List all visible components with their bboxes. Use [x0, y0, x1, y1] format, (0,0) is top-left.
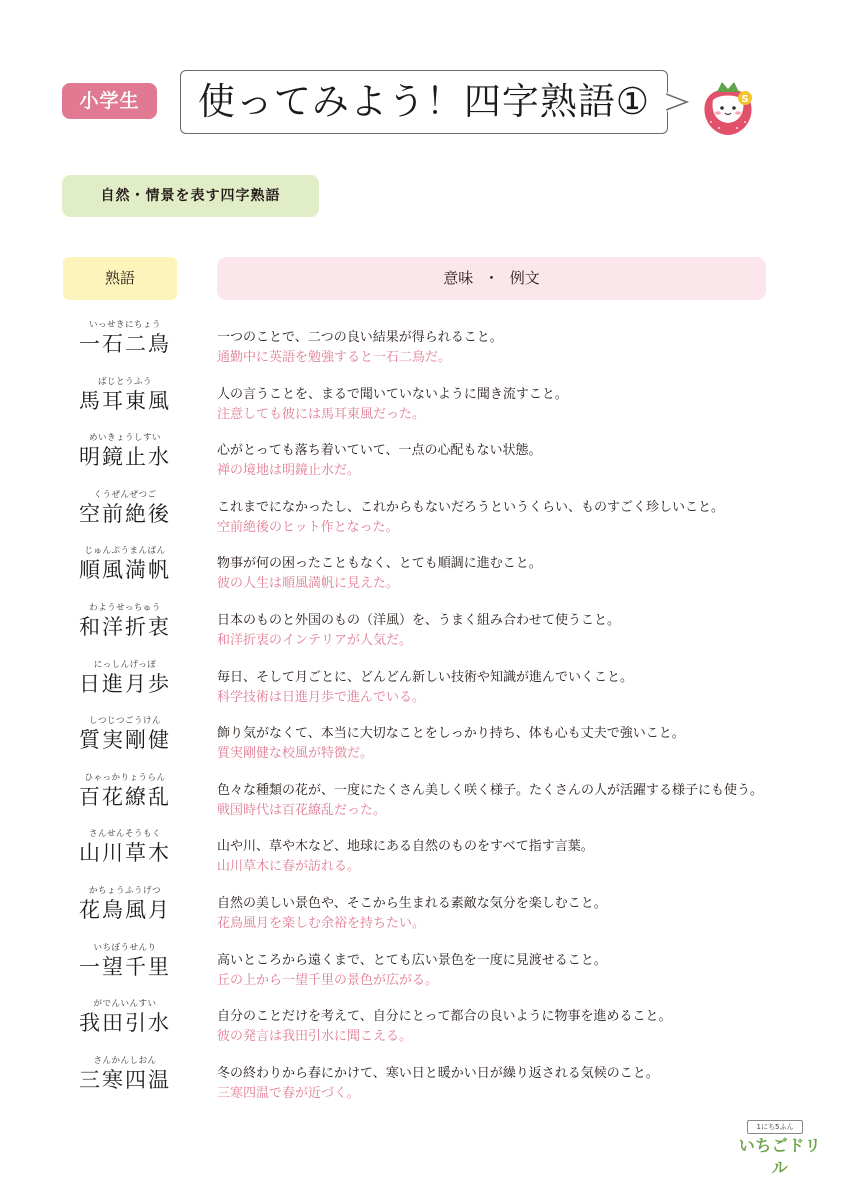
idiom-example: 三寒四温で春が近づく。 [217, 1085, 360, 1101]
idiom-meaning: 物事が何の困ったこともなく、とても順調に進むこと。 [217, 556, 542, 572]
logo-wordmark: いちごドリル [738, 1136, 822, 1177]
svg-text:S: S [741, 94, 749, 105]
idiom-word: 山川草木 [79, 841, 171, 866]
logo-tagline: 1にち5ふん [747, 1120, 803, 1134]
idiom-reading: ばじとうふう [97, 376, 152, 387]
idiom-reading: さんせんそうもく [88, 829, 161, 840]
idiom-word: 日進月歩 [79, 671, 171, 696]
idiom-word: 明鏡止水 [79, 445, 171, 470]
idiom-word: 我田引水 [79, 1011, 171, 1036]
idiom-entry [0, 377, 867, 433]
idiom-word: 空前絶後 [79, 501, 171, 526]
idiom-entry [0, 660, 867, 716]
idiom-example: 空前絶後のヒット作となった。 [217, 519, 399, 535]
idiom-meaning: 毎日、そして月ごとに、どんどん新しい技術や知識が進んでいくこと。 [217, 669, 634, 685]
idiom-meaning: 自然の美しい景色や、そこから生まれる素敵な気分を楽しむこと。 [217, 896, 607, 911]
idiom-meaning: 山や川、草や木など、地球にある自然のものをすべて指す言葉。 [217, 839, 594, 855]
idiom-entry [0, 490, 867, 546]
idiom-example: 注意しても彼には馬耳東風だった。 [217, 406, 426, 422]
idiom-entry [0, 320, 867, 376]
idiom-meaning: 日本のものと外国のもの（洋風）を、うまく組み合わせて使うこと。 [217, 613, 621, 628]
idiom-example: 和洋折衷のインテリアが人気だ。 [217, 633, 413, 648]
idiom-entry [0, 603, 867, 659]
idiom-example: 彼の発言は我田引水に聞こえる。 [217, 1029, 413, 1045]
speech-bubble-tail [666, 90, 690, 114]
idiom-meaning: 心がとっても落ち着いていて、一点の心配もない状態。 [217, 443, 542, 459]
idiom-word: 順風満帆 [79, 558, 171, 583]
idiom-word: 百花繚乱 [79, 784, 171, 809]
idiom-example: 科学技術は日進月歩で進んでいる。 [217, 689, 426, 705]
idiom-entry [0, 716, 867, 772]
idiom-word: 質実剛健 [79, 728, 171, 753]
idiom-word: 一石二鳥 [79, 332, 171, 356]
idiom-meaning: 飾り気がなくて、本当に大切なことをしっかり持ち、体も心も丈夫で強いこと。 [217, 726, 685, 742]
idiom-example: 丘の上から一望千里の景色が広がる。 [217, 972, 439, 988]
page-title: 使ってみよう！四字熟語① [180, 70, 668, 134]
idiom-meaning: 自分のことだけを考えて、自分にとって都合の良いように物事を進めること。 [217, 1009, 672, 1025]
idiom-word: 和洋折衷 [79, 615, 171, 639]
idiom-word: 花鳥風月 [79, 898, 171, 922]
idiom-reading: めいきょうしすい [88, 433, 161, 444]
idiom-reading: しつじつごうけん [88, 716, 161, 727]
idiom-entry [0, 829, 867, 885]
idiom-entry [0, 433, 867, 489]
idiom-reading: ひゃっかりょうらん [84, 772, 166, 783]
idiom-meaning: これまでになかったし、これからもないだろうというくらい、ものすごく珍しいこと。 [217, 499, 725, 515]
idiom-entry [0, 999, 867, 1055]
idiom-entry [0, 773, 867, 829]
idiom-example: 質実剛健な校風が特徴だ。 [217, 746, 374, 762]
idiom-example: 通勤中に英語を勉強すると一石二鳥だ。 [217, 350, 452, 365]
idiom-reading: にっしんげっぽ [93, 659, 157, 670]
idiom-entry [0, 886, 867, 942]
idiom-reading: がでんいんすい [93, 999, 157, 1010]
idiom-meaning: 色々な種類の花が、一度にたくさん美しく咲く様子。たくさんの人が活躍する様子にも使う。 [217, 782, 764, 798]
idiom-meaning: 高いところから遠くまで、とても広い景色を一度に見渡せること。 [217, 952, 607, 968]
section-heading: 自然・情景を表す四字熟語 [62, 175, 319, 217]
idiom-example: 禅の境地は明鏡止水だ。 [217, 463, 361, 479]
idiom-entry [0, 546, 867, 602]
idiom-example: 花鳥風月を楽しむ余裕を持ちたい。 [217, 916, 426, 931]
idiom-word: 一望千里 [79, 954, 171, 979]
idiom-reading: わようせっちゅう [89, 603, 161, 613]
grade-badge: 小学生 [62, 83, 157, 119]
idiom-word: 三寒四温 [79, 1067, 171, 1092]
idiom-meaning: 人の言うことを、まるで聞いていないように聞き流すこと。 [217, 386, 568, 402]
idiom-example: 戦国時代は百花繚乱だった。 [217, 802, 387, 818]
idiom-entry [0, 943, 867, 999]
idiom-reading: くうぜんぜつご [93, 489, 157, 500]
idiom-reading: さんかんしおん [93, 1055, 157, 1066]
idiom-reading: かちょうふうげつ [88, 886, 161, 896]
idiom-reading: じゅんぷうまんぱん [84, 546, 166, 557]
ichigo-drill-logo [731, 1120, 829, 1177]
idiom-entry [0, 1056, 867, 1112]
idiom-word: 馬耳東風 [79, 388, 171, 413]
idiom-meaning: 冬の終わりから春にかけて、寒い日と暖かい日が繰り返される気候のこと。 [217, 1065, 659, 1081]
column-header-meaning: 意味 ・ 例文 [217, 257, 766, 300]
column-header-jukugo: 熟語 [63, 257, 177, 300]
idiom-example: 彼の人生は順風満帆に見えた。 [217, 576, 400, 592]
idiom-example: 山川草木に春が訪れる。 [217, 859, 361, 875]
idiom-reading: いちぼうせんり [93, 942, 157, 953]
idiom-reading: いっせきにちょう [88, 320, 161, 330]
strawberry-mascot-icon [699, 78, 757, 138]
idiom-meaning: 一つのことで、二つの良い結果が得られること。 [217, 330, 503, 345]
